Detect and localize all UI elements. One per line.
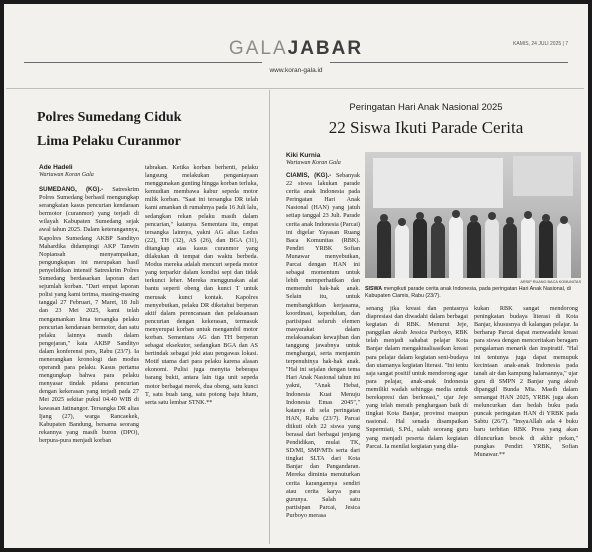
left-headline-line1: Polres Sumedang Ciduk <box>37 110 182 125</box>
right-dateline: CIAMIS, (KG).- <box>286 172 332 179</box>
photo-person-head <box>560 216 568 224</box>
caption-text: mengikuti parade cerita anak Indonesia, pada peringatan Hari Anak Nasional, di Kabupaten Ciamis, Rabu (23/7). <box>365 286 571 299</box>
photo-person-head <box>506 217 514 225</box>
left-headline-line2: Lima Pelaku Curanmor <box>37 134 181 149</box>
photo-person <box>467 221 481 278</box>
left-col2-text: tabrakan. Ketika korban berhenti, pelaku langsung melakukan penganiayaan menggunakan gunting hingga korban terluka, kemudian membawa kabur sepeda motor milik korban. "Saat ini tersangka DR telah kami amankan di rumahnya pada 16 Juli lalu, sedangkan rekan pelaku masih dalam pencarian," katanya. Sementara itu, empat tersangka lainnya, yakni AG alias Ledus (22), TH (32), AS (26), dan BGA (31), ditangkap atas kasus curanmor yang dilakukan di tempat dan waktu berbeda. Modus mereka adalah mencuri sepeda motor yang terparkir dalam kondisi sepi dan tidak terkunci leher. Mereka menggunakan alat bantu seperti obeng dan kunci T untuk merusak kunci kontak. Kapolres menyebutkan, pelaku DR diketahui berperan aktif dalam perencanaan dan pelaksanaan pencurian dengan kekerasan, termasuk menyerupai korban untuk mengambil motor korban. Sementara AG dan TH berperan sebagai eksekutor, sedangkan BGA dan AS bertindak sebagai joki atau pengawas lokasi. Motif utama dari para pelaku karena alasan ekonomi. Pulisi juga menyita beberapa barang bukti, antara lain tiga unit sepeda motor berbagai merek, dua obeng, satu kunci T, satu buah tang, satu potong baju hitam, serta satu lembar STNK.** <box>145 164 258 406</box>
photo-caption <box>365 286 581 300</box>
masthead-name-bold: JABAR <box>287 38 364 59</box>
left-dateline: SUMEDANG, (KG).- <box>39 186 104 193</box>
photo-person-head <box>524 211 532 219</box>
masthead-title <box>4 38 588 60</box>
photo-person-head <box>542 214 550 222</box>
photo-person <box>503 223 517 278</box>
photo-person-head <box>488 212 496 220</box>
left-article-column-2 <box>145 164 258 541</box>
photo-credit: ARSIP RUANG BACA KOMUNITAS <box>520 280 581 284</box>
right-article-column-1 <box>286 172 360 541</box>
masthead-rule-right <box>330 62 568 63</box>
right-article-column-2 <box>366 305 468 541</box>
photo-person <box>485 218 499 278</box>
photo-person <box>395 224 409 278</box>
photo-person <box>431 222 445 278</box>
left-col1-text: Satreskrim Polres Sumedang berhasil mengungkap serangkaian kasus pencurian kendaraan bermotor (curanmor) yang terjadi di wilayah Kabupaten Sumedang sejak awal tahun 2025. Dalam keterangannya, Kapolres Sumedang AKBP Sandityo Mahardika didampingi AKP Tanwin Nopiansah menyampaikan, pengungkapan ini merupakan hasil penyelidikan intensif Satreskrim Polres Sumedang berdasarkan laporan dari sejumlah korban. "Dari empat laporan polisi yang kami terima, masing-masing tanggal 27 Februari, 7 Maret, 18 Juli dan 23 Mei 2025, kami telah mengamankan lima tersangka pelaku pencurian kendaraan bermotor, dan satu pelaku lainnya masih dalam pengejaran," kata AKBP Sandityo dalam konferensi pers, Rabu (23/7). Ia menerangkan kronologi dan modus operandi para pelaku. Kasus pertama mengungkap bahwa para pelaku menyasar tindak pidana pencurian dengan kekerasan yang terjadi pada 27 Mei 2025 sekitar pukul 04.40 WIB di kawasan Jatinangor. Tersangka DR alias Ijang (27), warga Rancaekek, Kabupaten Bandung, bersama seorang rekannya yang masih buron (DPO), berpura-pura menjadi korban <box>39 186 139 444</box>
right-kicker: Peringatan Hari Anak Nasional 2025 <box>349 102 503 113</box>
header-divider <box>6 88 584 89</box>
photo-person-head <box>416 212 424 220</box>
newspaper-page <box>4 4 588 548</box>
photo-banner <box>373 158 503 208</box>
right-byline: Kiki Kurnia <box>286 152 321 159</box>
left-byline: Ade Hadeli <box>39 164 73 171</box>
photo-person <box>377 220 391 278</box>
photo-person <box>557 222 571 278</box>
right-col3-text: kukan RBK sangat mendorong peningkatan budaya literasi di Kota Banjar, khususnya di kalangan pelajar. Ia berharap Parcai dapat menwadahi kreasi para siswa dengan menceritakan beragam pengalaman menarik dan inspiratif. "Hal ini tentunya juga dapat memupuk kecintaan anak-anak Indonesia pada tanah air dan kampung halamannya," ujar guru di SMPN 2 Banjar yang akrab dipanggil Bunda Mia. Masih dalam semangat HAN 2025, YRBK juga akan meluncurkan dan bedah buku pada puncak peringatan HAN di YRBK pada Sabtu (26/7). "InsyaAllah ada 4 buku baru terbitan RBK Press yang akan diluncurkan besok di akhir pekan," pungkas Pendiri YRBK, Sofian Munawar.** <box>474 305 578 458</box>
photo-person-head <box>470 215 478 223</box>
column-separator <box>269 90 270 544</box>
photo-person <box>521 217 535 278</box>
photo-person-head <box>398 218 406 226</box>
edition-date: KAMIS, 24 JULI 2025 | 7 <box>513 41 568 47</box>
right-byline-role: Wartawan Koran Gala <box>286 160 341 166</box>
left-article-column-1 <box>39 186 139 541</box>
photo-person <box>413 218 427 278</box>
photo-person-head <box>452 210 460 218</box>
photo-person-head <box>380 214 388 222</box>
right-headline: 22 Siswa Ikuti Parade Cerita <box>328 118 524 137</box>
right-article-column-3 <box>474 305 578 541</box>
left-byline-role: Wartawan Koran Gala <box>39 172 94 178</box>
right-col2-text: senang jika kreasi dan pentasnya diapresiasi dan diwadahi dalam berbagai kegiatan di RBK. Menurut Jeje, panggilan akrab Jessica Purboyo, RBK telah menjadi sahabat pelajar Kota Banjar dalam mengaktualisasikan kreasi para pelajar dalam kegiatan seni-budaya dan utamanya kegiatan literasi. "Ini tentu saja sangat positif untuk mendorong agar para pelajar, anak-anak Indonesia memiliki wadah sehingga media untuk berekspresi dan berkreasi," ujar Jeje yang telah meraih penghargaan baik di tingkat Kota Banjar, provinsi maupun nasional. Hal senada disampaikan Supermiati, S.Pd., salah seorang guru yang menjadi peserta dalam kegiatan Parcai. Ia menilai kegiatan yang dila- <box>366 305 468 450</box>
right-col1-text: Sebanyak 22 siswa lakukan parade cerita anak Indonesia pada Peringatan Hari Anak Nasional (HAN) yang jatuh setiap tanggal 23 Juli. Parade cerita anak Indonesia (Parcai) ini digelar Yayasan Ruang Baca Komunitas (RBK). Pendiri YRBK Sofian Munawar menyebutkan, Parcai dengan HAN ini sebagai momentum untuk lebih memperhatikan dan memenuhi hak-hak anak. Selain itu, untuk membangkitkan kerjasama, koordinasi, kepedulian, dan partisipasi seluruh elemen masyarakat dalam melaksanakan kewajiban dan tanggung jawabnya untuk menghargai, serta menjamin terpenuhinya hak-hak anak. "Hal ini sejalan dengan tema Hari Anak Nasional tahun ini yakni, "Anak Hebat, Indonesia Kuat Menuju Indonesia Emas 2045"," katanya di sela peringatan HAN, Rabu (23/7). Parcai diikuti oleh 22 siswa yang berasal dari berbagai jenjang Pendidikan, mulai TK, SD/MI, SMP/MTs serta dari tingkat SLTA dari Kota Banjar dan Pangandaran. Mereka diminta menuturkan cerita karangannya sendiri atau cerita karya para gurunya. Salah satu partisipan Parcai, Jesica Purboyo merasa <box>286 172 360 519</box>
students-photo <box>365 152 581 278</box>
photo-person <box>449 216 463 278</box>
masthead-name-light: GALA <box>228 38 288 59</box>
masthead-rule-left <box>24 62 262 63</box>
caption-lead: SISWA <box>365 286 383 292</box>
photo-person-head <box>434 216 442 224</box>
photo-banner-right <box>513 156 573 196</box>
masthead-url: www.koran-gala.id <box>269 67 323 74</box>
left-headline <box>37 106 247 154</box>
photo-person <box>539 220 553 278</box>
